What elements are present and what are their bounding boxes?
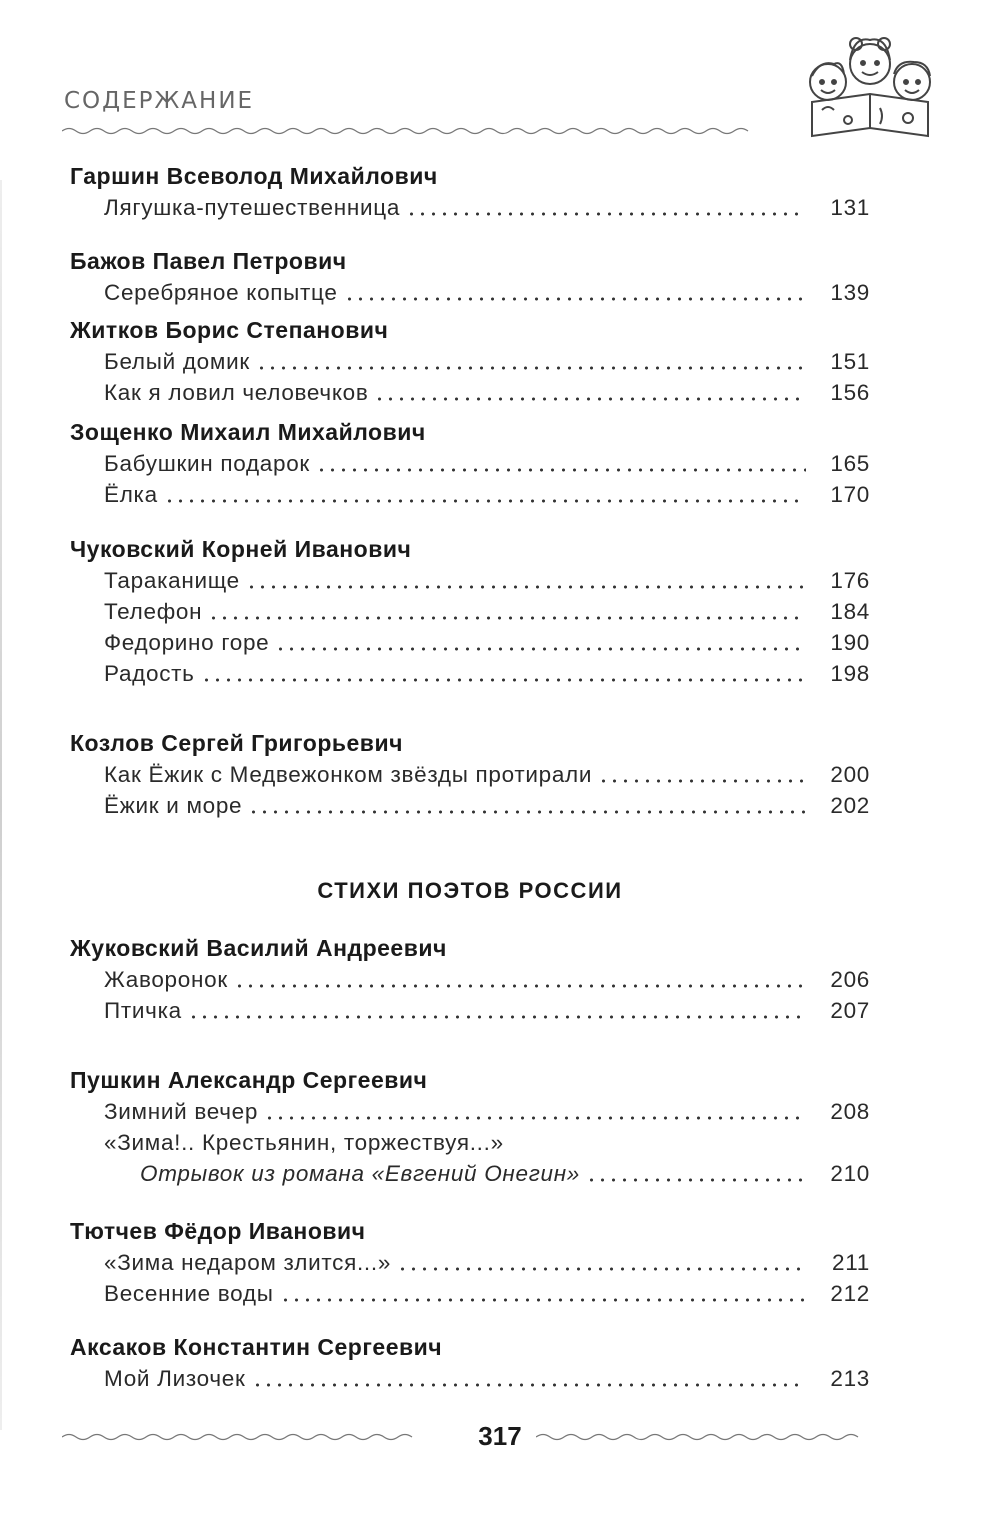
entry-title: Жаворонок	[104, 967, 228, 992]
toc-entry[interactable]	[104, 277, 870, 308]
page-number: 317	[478, 1421, 522, 1451]
author-name: Бажов Павел Петрович	[70, 248, 347, 274]
entry-page: 198	[830, 661, 870, 686]
entry-page: 131	[830, 195, 870, 220]
dot-leader	[264, 1116, 806, 1120]
author-name: Чуковский Корней Иванович	[70, 536, 412, 562]
author-block	[70, 1331, 870, 1394]
entry-title: Лягушка-путешественница	[104, 195, 401, 220]
entry-title: Зимний вечер	[104, 1099, 259, 1124]
author-block	[70, 932, 870, 1026]
entry-title: Как Ёжик с Медвежонком звёзды протирали	[104, 762, 593, 787]
dot-leader	[397, 1267, 806, 1271]
dot-leader	[374, 397, 806, 401]
dot-leader	[256, 366, 806, 370]
author-name: Житков Борис Степанович	[70, 317, 389, 343]
dot-leader	[344, 297, 806, 301]
dot-leader	[234, 984, 806, 988]
dot-leader	[316, 468, 806, 472]
entry-page: 207	[830, 998, 870, 1023]
author-block	[70, 727, 870, 821]
dot-leader	[208, 616, 806, 620]
entry-page: 202	[830, 793, 870, 818]
toc-entry[interactable]	[104, 759, 870, 790]
author-name: Пушкин Александр Сергеевич	[70, 1067, 428, 1093]
toc-entry[interactable]	[104, 346, 870, 377]
entry-title: Серебряное копытце	[104, 280, 338, 305]
author-block	[70, 416, 870, 510]
entry-title: Тараканище	[104, 568, 240, 593]
toc-entry[interactable]	[104, 627, 870, 658]
author-block	[70, 160, 870, 223]
author-block	[70, 533, 870, 689]
toc-entry[interactable]	[104, 995, 870, 1026]
toc-entry[interactable]	[104, 1278, 870, 1309]
entry-page: 139	[830, 280, 870, 305]
entry-page: 210	[830, 1161, 870, 1186]
entry-page: 213	[830, 1366, 870, 1391]
entry-page: 208	[830, 1099, 870, 1124]
toc-entry[interactable]	[104, 192, 870, 223]
entry-title: Как я ловил человечков	[104, 380, 369, 405]
author-block	[70, 1064, 870, 1189]
toc-entry[interactable]	[104, 448, 870, 479]
entry-page: 156	[830, 380, 870, 405]
dot-leader	[248, 810, 806, 814]
dot-leader	[275, 647, 806, 651]
entry-title: Бабушкин подарок	[104, 451, 310, 476]
entry-page: 212	[830, 1281, 870, 1306]
section-heading: СТИХИ ПОЭТОВ РОССИИ	[317, 878, 623, 903]
entry-title: Мой Лизочек	[104, 1366, 246, 1391]
entry-page: 170	[830, 482, 870, 507]
toc-entry[interactable]	[104, 1363, 870, 1394]
toc-entry[interactable]	[104, 479, 870, 510]
page-header-title: СОДЕРЖАНИЕ	[64, 88, 255, 114]
author-block	[70, 314, 870, 408]
entry-page: 176	[830, 568, 870, 593]
toc-entry[interactable]	[104, 658, 870, 689]
entry-title: Птичка	[104, 998, 182, 1023]
entry-title: «Зима недаром злится...»	[104, 1250, 392, 1275]
entry-page: 200	[830, 762, 870, 787]
author-name: Тютчев Фёдор Иванович	[70, 1218, 366, 1244]
author-name: Гаршин Всеволод Михайлович	[70, 163, 438, 189]
entry-title: Белый домик	[104, 349, 250, 374]
toc-entry[interactable]	[104, 1247, 870, 1278]
entry-title: Ёлка	[104, 482, 158, 507]
dot-leader	[201, 678, 806, 682]
toc-entry[interactable]	[104, 1096, 870, 1127]
author-block	[70, 245, 870, 308]
entry-title: Телефон	[104, 599, 203, 624]
toc-entry[interactable]	[104, 565, 870, 596]
entry-page: 211	[832, 1250, 870, 1275]
entry-page: 165	[830, 451, 870, 476]
footer-wavy-divider-right	[536, 1432, 872, 1442]
dot-leader	[188, 1015, 806, 1019]
toc-entry[interactable]	[104, 1127, 870, 1158]
entry-page: 206	[830, 967, 870, 992]
dot-leader	[252, 1383, 806, 1387]
author-name: Козлов Сергей Григорьевич	[70, 730, 403, 756]
author-name: Аксаков Константин Сергеевич	[70, 1334, 443, 1360]
entry-page: 184	[830, 599, 870, 624]
entry-title: Весенние воды	[104, 1281, 274, 1306]
author-name: Жуковский Василий Андреевич	[70, 935, 447, 961]
header-wavy-divider	[62, 126, 752, 136]
kids-reading-illustration	[798, 30, 958, 142]
entry-title: Ёжик и море	[104, 793, 243, 818]
dot-leader	[598, 779, 806, 783]
dot-leader	[280, 1298, 806, 1302]
toc-entry-subtitle[interactable]	[104, 1158, 870, 1189]
toc-entry[interactable]	[104, 790, 870, 821]
toc-entry[interactable]	[104, 964, 870, 995]
dot-leader	[164, 499, 806, 503]
table-of-contents	[70, 160, 870, 1394]
page-edge	[0, 180, 2, 1430]
entry-page: 190	[830, 630, 870, 655]
toc-entry[interactable]	[104, 377, 870, 408]
entry-subtitle: Отрывок из романа «Евгений Онегин»	[140, 1161, 581, 1186]
author-name: Зощенко Михаил Михайлович	[70, 419, 426, 445]
dot-leader	[246, 585, 806, 589]
entry-page: 151	[830, 349, 870, 374]
toc-entry[interactable]	[104, 596, 870, 627]
dot-leader	[406, 212, 806, 216]
author-block	[70, 1215, 870, 1309]
entry-title: «Зима!.. Крестьянин, торжествуя...»	[104, 1130, 504, 1155]
entry-title: Федорино горе	[104, 630, 270, 655]
dot-leader	[586, 1178, 806, 1182]
entry-title: Радость	[104, 661, 195, 686]
